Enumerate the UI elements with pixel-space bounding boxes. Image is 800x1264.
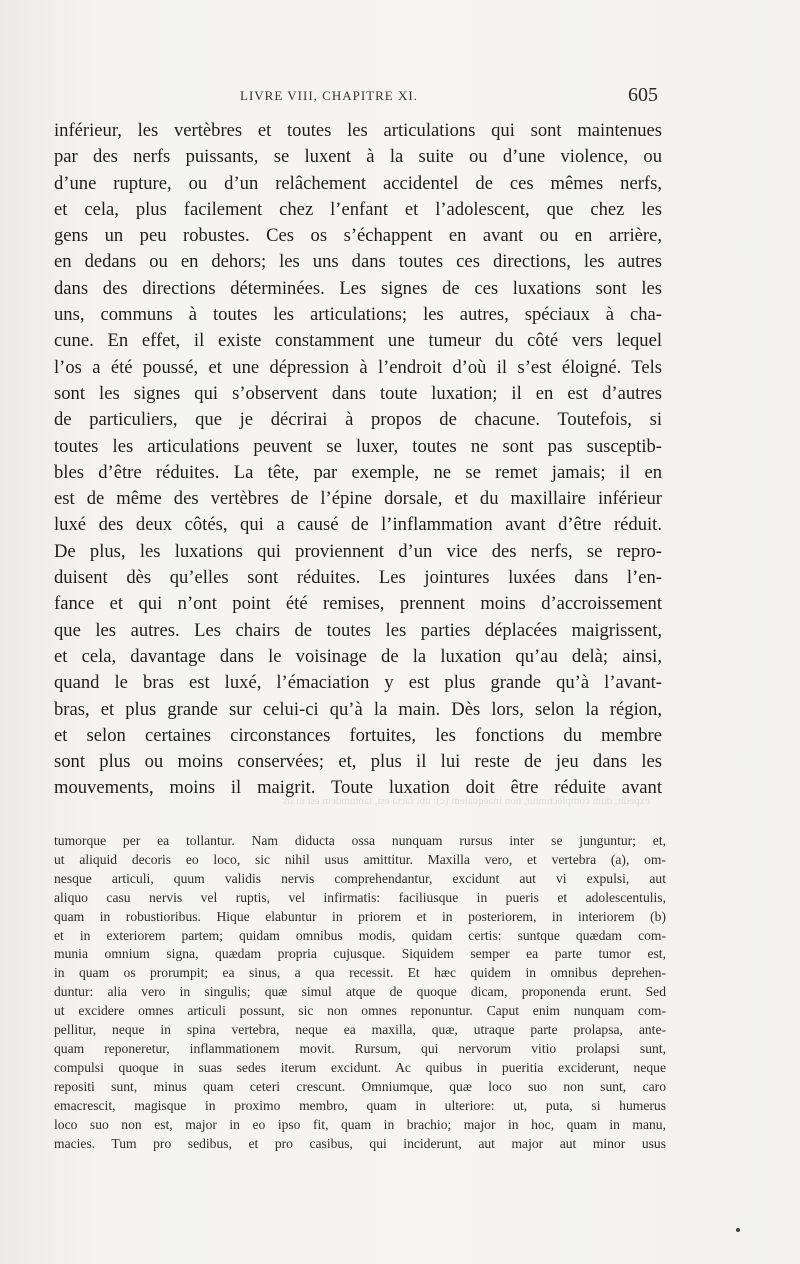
- footnote-line: ut aliquid decoris eo loco, sic nihil usus amittitur. Maxilla vero, et vertebra (a), om-: [54, 851, 666, 867]
- main-text-line: est de même des vertèbres de l’épine dorsale, et du maxillaire inférieur: [54, 488, 662, 510]
- main-text-line: d’une rupture, ou d’un relâchement accidentel de ces mêmes nerfs,: [54, 172, 662, 194]
- footnote-line: pellitur, neque in spina vertebra, neque ea maxilla, quæ, utraque parte prolapsa, ante-: [54, 1022, 666, 1038]
- footnote-line: munia omnium signa, quædam propria cujusque. Siquidem semper ea parte tumor est,: [54, 946, 666, 962]
- footnote-line: aliquo casu nervis vel ruptis, vel infirmatis: faciliusque in pueris et adolescentulis,: [54, 889, 666, 905]
- main-text-line: dans des directions déterminées. Les signes de ces luxations sont les: [54, 277, 662, 299]
- main-text-line: mouvements, moins il maigrit. Toute luxation doit être réduite avant: [54, 777, 662, 799]
- main-text-line: par des nerfs puissants, se luxent à la suite ou d’une violence, ou: [54, 146, 662, 168]
- footnote-line: quam reponeretur, inflammationem movit. Rursum, qui nervorum vitio prolapsi sunt,: [54, 1040, 666, 1056]
- footnote-line: nesque articuli, quum validis nervis comprehendantur, excidunt aut vi expulsi, aut: [54, 870, 666, 886]
- main-text-line: sont plus ou moins conservées; et, plus il lui reste de jeu dans les: [54, 751, 662, 773]
- footnote-line: in quam os prorumpit; ea sinus, a qua recessit. Et hæc quidem in omnibus deprehen-: [54, 965, 666, 981]
- page-header: [0, 84, 800, 112]
- main-text-line: et cela, plus facilement chez l’enfant et l’adolescent, que chez les: [54, 198, 662, 220]
- main-text-line: quand le bras est luxé, l’émaciation y est plus grande qu’à l’avant-: [54, 672, 662, 694]
- main-text-line: gens un peu robustes. Ces os s’échappent en avant ou en arrière,: [54, 225, 662, 247]
- bleed-through-text: expedit, dum complectuntur, non inaequalem (c): ubi facta est, tantumdem est in iis: [282, 795, 650, 807]
- main-text-line: cune. En effet, il existe constamment une tumeur du côté vers lequel: [54, 330, 662, 352]
- page-number: 605: [628, 84, 658, 106]
- footnote-line: ut excidere omnes articuli possunt, sic non omnes reponuntur. Caput enim nunquam com-: [54, 1003, 666, 1019]
- footnote-line: repositi sunt, minus quam ceteri crescunt. Omniumque, quæ loco suo non sunt, caro: [54, 1078, 666, 1094]
- main-text-line: De plus, les luxations qui proviennent d’un vice des nerfs, se repro-: [54, 540, 662, 562]
- main-text-line: l’os a été poussé, et une dépression à l’endroit d’où il s’est éloigné. Tels: [54, 356, 662, 378]
- main-text-line: en dedans ou en dehors; les uns dans toutes ces directions, les autres: [54, 251, 662, 273]
- footnote-line: quam in robustioribus. Hique elabuntur in priorem et in posteriorem, in interiorem (b): [54, 908, 666, 924]
- running-title: LIVRE VIII, CHAPITRE XI.: [240, 88, 418, 103]
- main-text-line: de particuliers, que je décrirai à propos de chacune. Toutefois, si: [54, 409, 662, 431]
- main-text-line: bles d’être réduites. La tête, par exemple, ne se remet jamais; il en: [54, 461, 662, 483]
- footnote-line: macies. Tum pro sedibus, et pro casibus, qui inciderunt, aut major aut minor usus: [54, 1135, 666, 1151]
- main-text-line: bras, et plus grande sur celui-ci qu’à la main. Dès lors, selon la région,: [54, 698, 662, 720]
- main-text-line: toutes les articulations peuvent se luxer, toutes ne sont pas susceptib-: [54, 435, 662, 457]
- page-speck: [736, 1228, 740, 1232]
- main-text-block: [54, 118, 662, 802]
- main-text-line: sont les signes qui s’observent dans toute luxation; il en est d’autres: [54, 382, 662, 404]
- footnote-line: duntur: alia vero in singulis; quæ simul atque de quoque dicam, proponenda erunt. Sed: [54, 984, 666, 1000]
- main-text-line: uns, communs à toutes les articulations; les autres, spéciaux à cha-: [54, 304, 662, 326]
- main-text-line: que les autres. Les chairs de toutes les parties déplacées maigrissent,: [54, 619, 662, 641]
- footnote-line: et in exteriorem partem; quidam omnibus modis, quidam certis: suntque quædam com-: [54, 927, 666, 943]
- footnote-line: tumorque per ea tollantur. Nam diducta ossa nunquam rursus inter se junguntur; et,: [54, 833, 666, 848]
- main-text-line: duisent dès qu’elles sont réduites. Les jointures luxées dans l’en-: [54, 567, 662, 589]
- main-text-line: luxé des deux côtés, qui a causé de l’inflammation avant d’être réduit.: [54, 514, 662, 536]
- main-text-line: inférieur, les vertèbres et toutes les articulations qui sont maintenues: [54, 120, 662, 141]
- footnote-line: loco suo non est, major in eo ipso fit, quam in brachio; major in hoc, quam in manu,: [54, 1116, 666, 1132]
- latin-footnote-block: [54, 832, 666, 1153]
- main-text-line: et selon certaines circonstances fortuites, les fonctions du membre: [54, 724, 662, 746]
- main-text-line: fance et qui n’ont point été remises, prennent moins d’accroissement: [54, 593, 662, 615]
- footnote-line: compulsi quoque in suas sedes iterum excidunt. Ac quibus in pueritia exciderunt, neque: [54, 1059, 666, 1075]
- main-text-line: et cela, davantage dans le voisinage de la luxation qu’au delà; ainsi,: [54, 645, 662, 667]
- footnote-line: emacrescit, magisque in proximo membro, quam in ulteriore: ut, puta, si humerus: [54, 1097, 666, 1113]
